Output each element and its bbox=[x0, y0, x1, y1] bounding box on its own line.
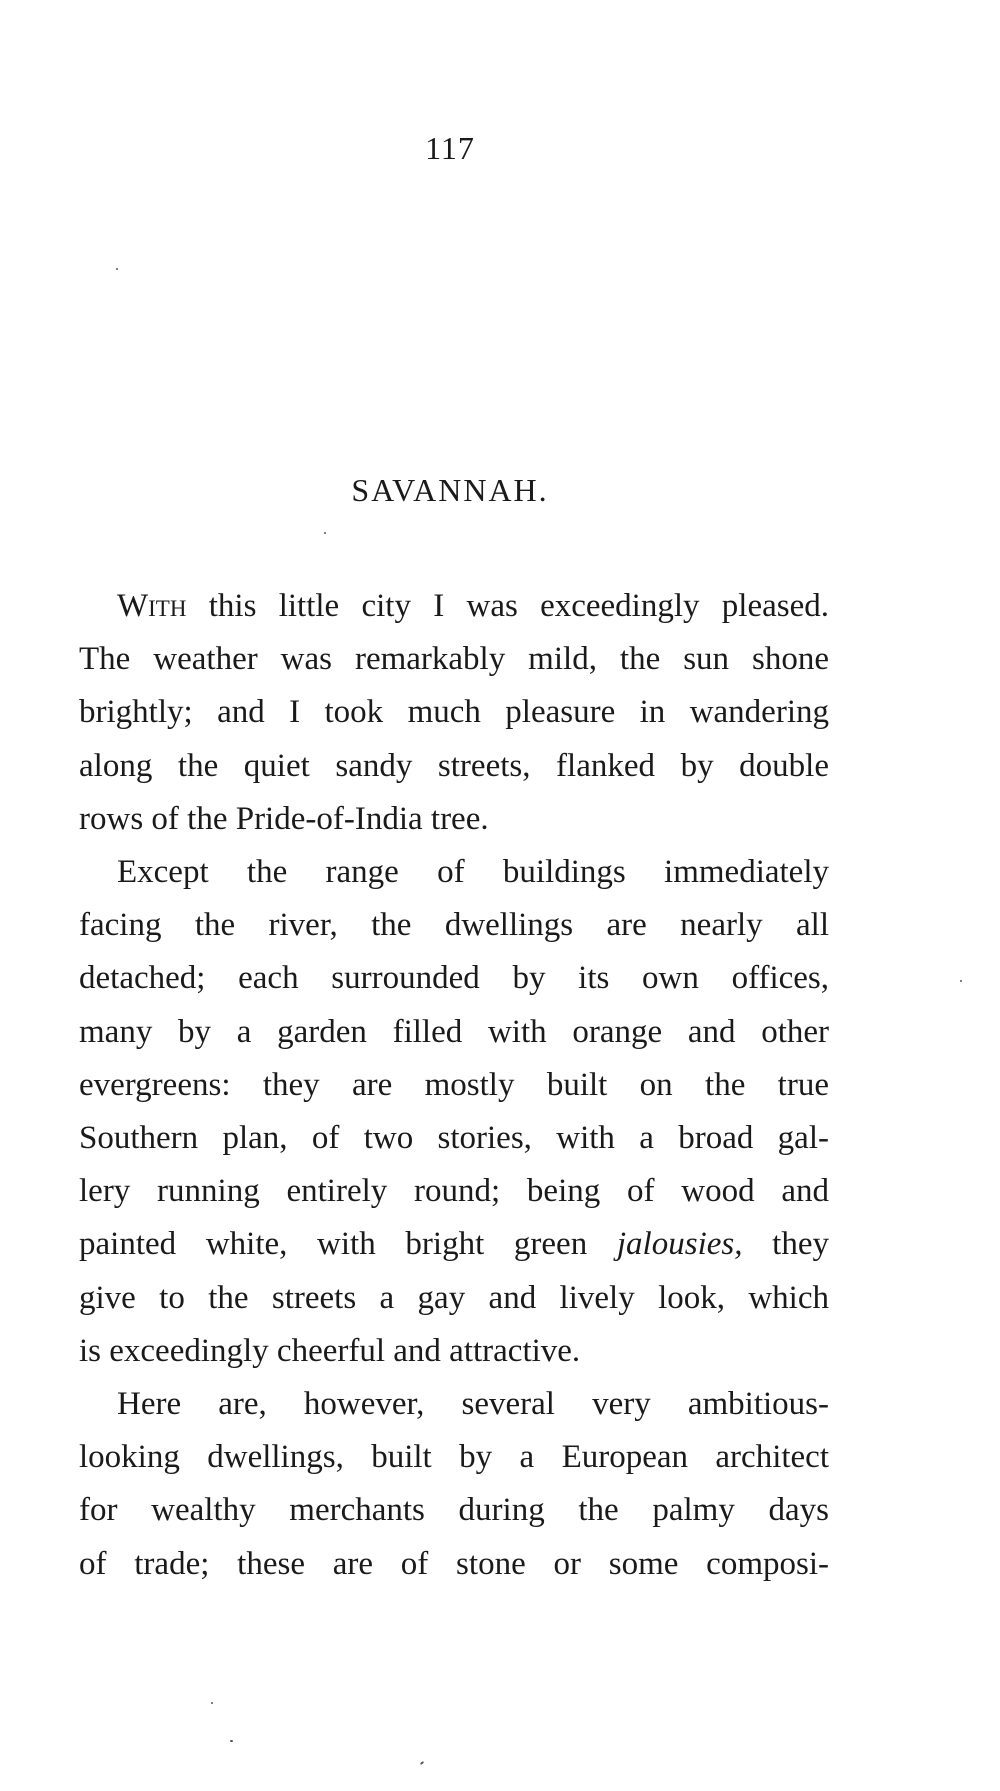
line-text: this little city I was exceedingly pleased. bbox=[186, 588, 829, 624]
text-line: facing the river, the dwellings are nearly all bbox=[79, 907, 829, 944]
print-speck bbox=[211, 1702, 213, 1704]
text-line: The weather was remarkably mild, the sun shone bbox=[79, 641, 829, 678]
italic-word: jalousies, bbox=[616, 1226, 743, 1263]
page-number: 117 bbox=[425, 130, 475, 166]
print-speck bbox=[230, 1740, 233, 1742]
line-text: painted white, with bright green bbox=[79, 1226, 617, 1263]
paragraph bbox=[79, 580, 829, 846]
text-line: along the quiet sandy streets, flanked by double bbox=[79, 747, 829, 784]
text-line: many by a garden filled with orange and other bbox=[79, 1013, 829, 1050]
paragraph bbox=[79, 1378, 829, 1591]
text-line: brightly; and I took much pleasure in wandering bbox=[79, 694, 829, 731]
print-speck bbox=[324, 532, 326, 534]
text-line: is exceedingly cheerful and attractive. bbox=[79, 1332, 581, 1369]
text-line: of trade; these are of stone or some composi- bbox=[79, 1545, 829, 1582]
text-line: Except the range of buildings immediately bbox=[117, 854, 829, 891]
text-line: lery running entirely round; being of wood and bbox=[79, 1173, 829, 1210]
print-speck bbox=[420, 1761, 424, 1765]
line-text: they bbox=[742, 1226, 829, 1263]
text-line: looking dwellings, built by a European architect bbox=[79, 1439, 829, 1476]
text-line: evergreens: they are mostly built on the true bbox=[79, 1066, 829, 1103]
text-line: rows of the Pride-of-India tree. bbox=[79, 800, 489, 837]
drop-word: With bbox=[117, 588, 187, 624]
text-line bbox=[79, 580, 829, 633]
text-line: detached; each surrounded by its own offices, bbox=[79, 960, 829, 997]
paragraph bbox=[79, 846, 829, 1378]
text-line bbox=[79, 1218, 829, 1271]
print-speck bbox=[960, 980, 962, 982]
text-line: for wealthy merchants during the palmy days bbox=[79, 1492, 829, 1529]
text-line: Here are, however, several very ambitious- bbox=[117, 1386, 829, 1423]
chapter-title: SAVANNAH. bbox=[351, 472, 549, 508]
print-speck bbox=[116, 268, 118, 270]
text-line: Southern plan, of two stories, with a broad gal- bbox=[79, 1120, 829, 1157]
body-text bbox=[79, 580, 829, 1591]
text-line: give to the streets a gay and lively look, which bbox=[79, 1279, 829, 1316]
